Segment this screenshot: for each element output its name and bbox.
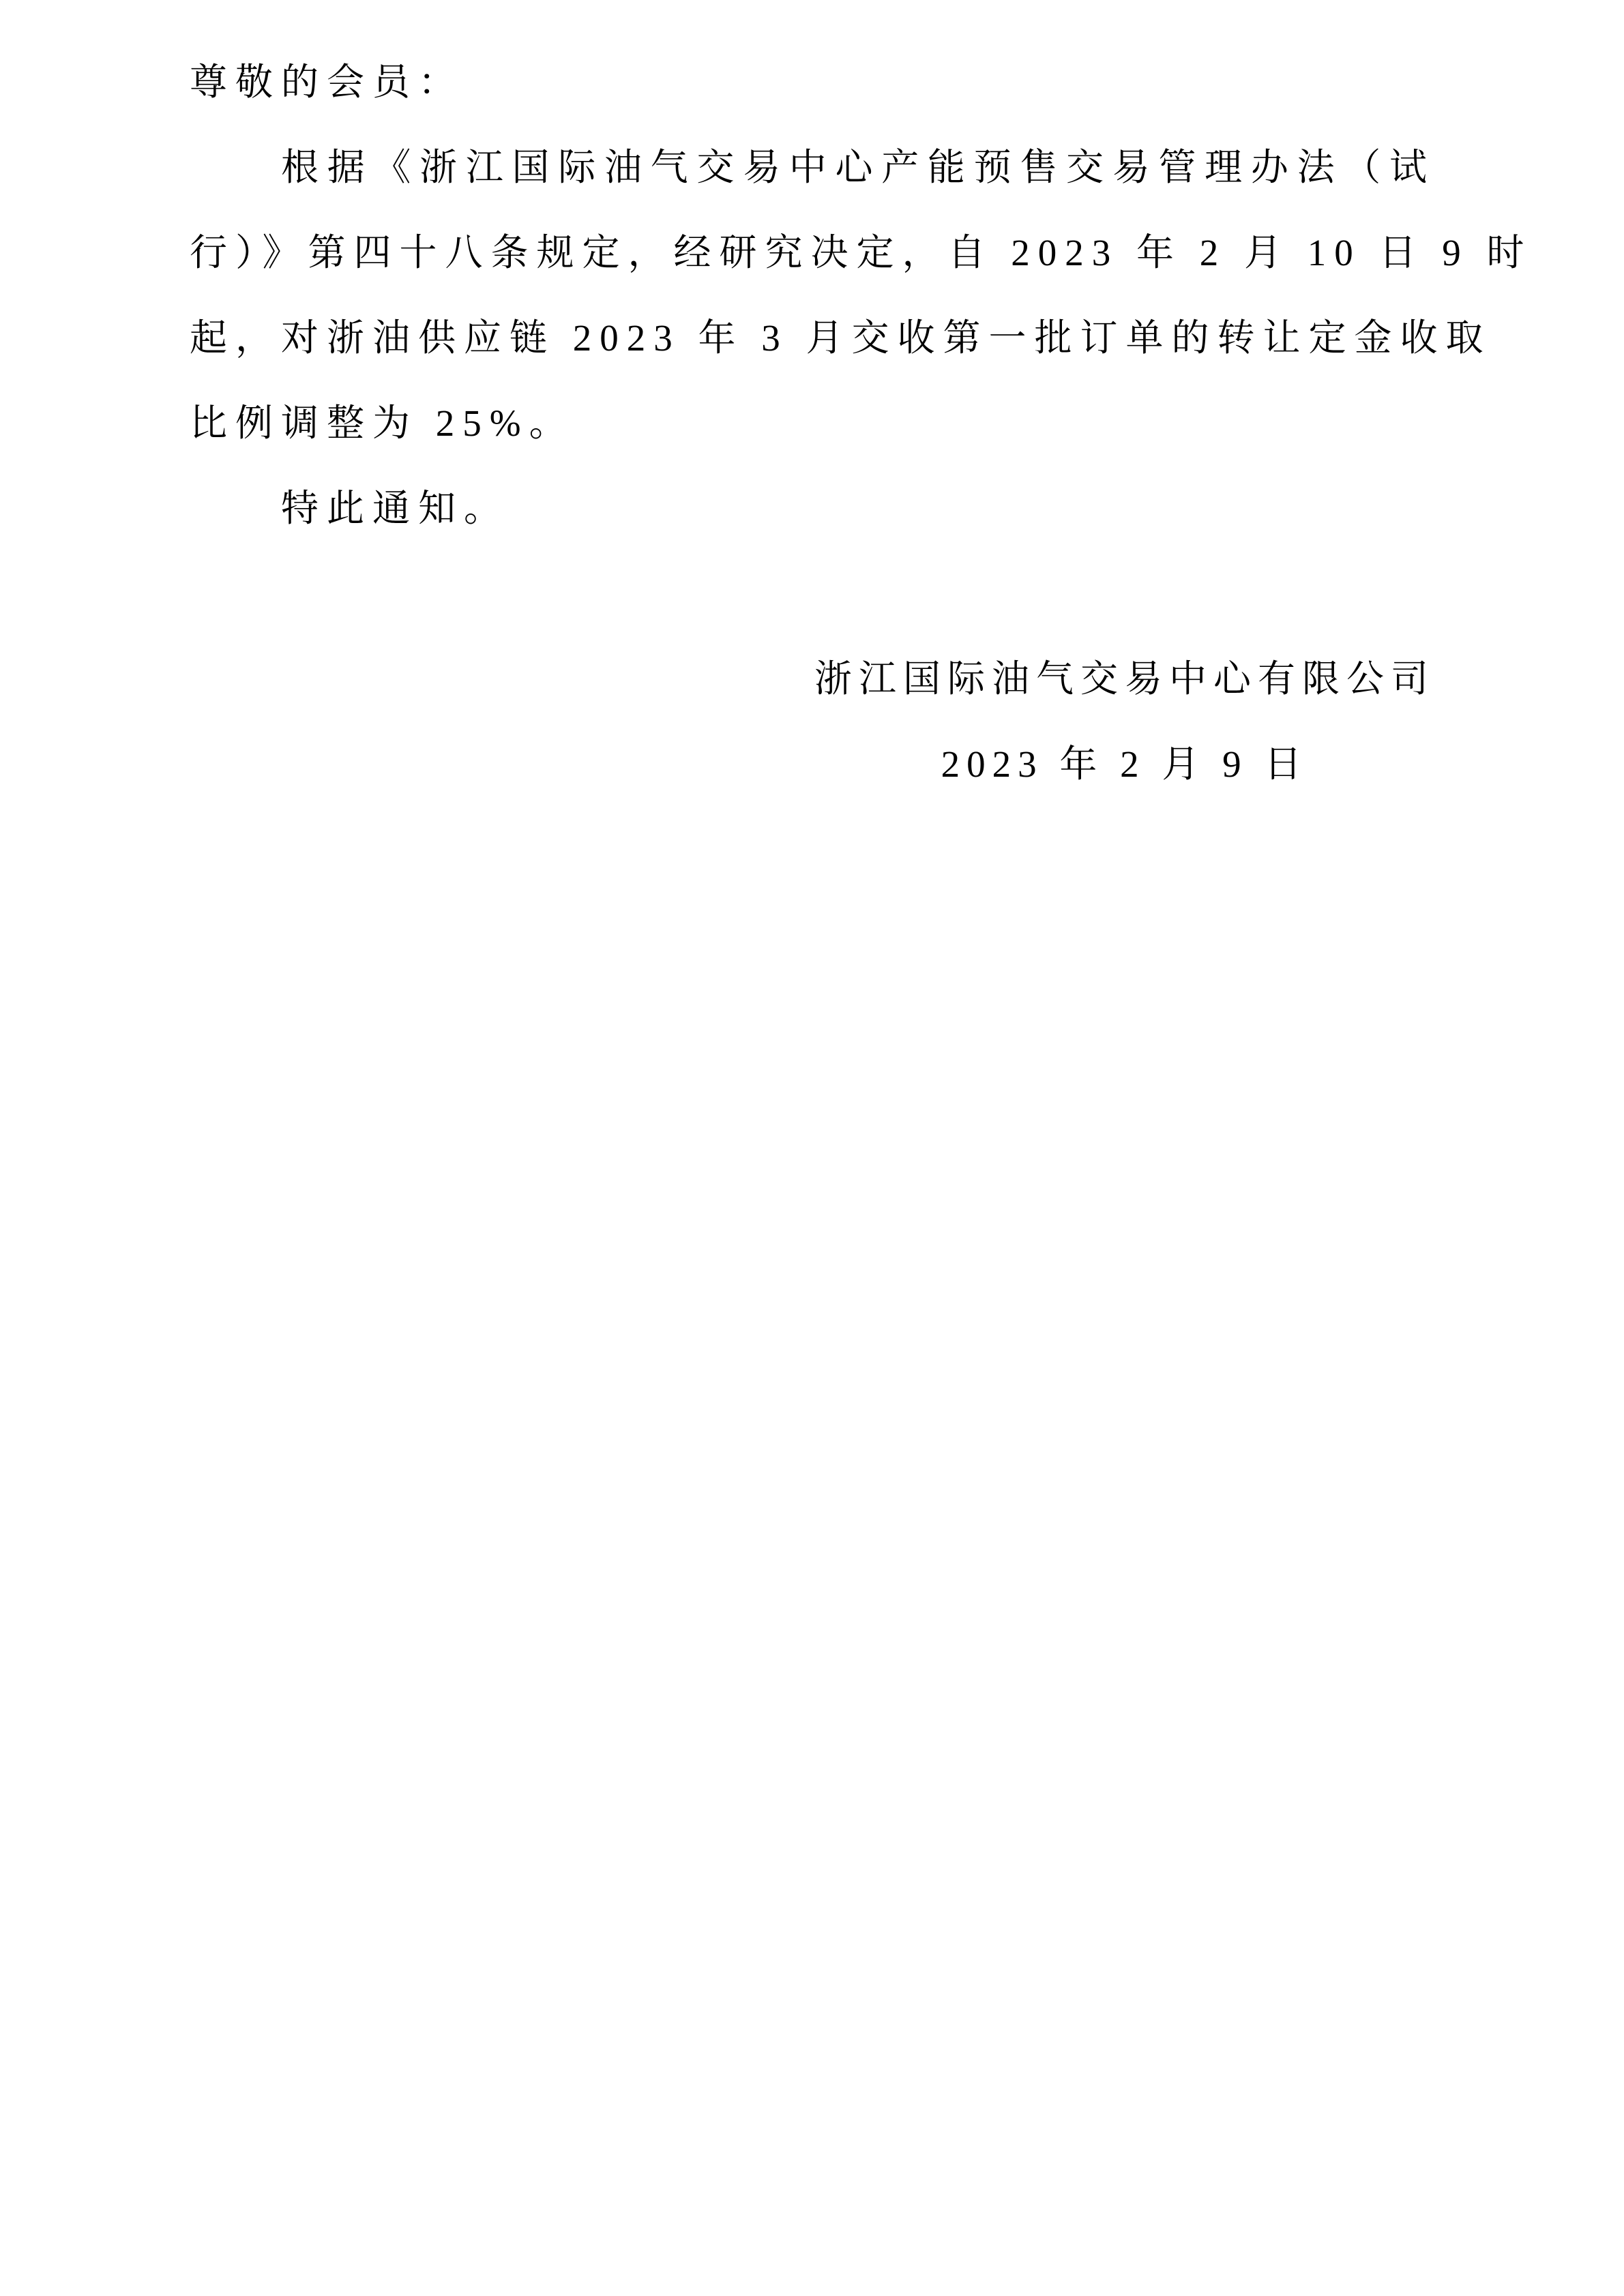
body-line-4: 比例调整为 25%。 <box>190 402 575 444</box>
body-line-1: 根据《浙江国际油气交易中心产能预售交易管理办法（试 <box>281 147 1435 188</box>
signature-block <box>190 636 1435 807</box>
salutation-line: 尊敬的会员： <box>190 61 464 103</box>
body-line-3: 起，对浙油供应链 2023 年 3 月交收第一批订单的转让定金收取 <box>190 317 1492 359</box>
notice-body <box>190 40 1533 807</box>
closing-line: 特此通知。 <box>281 488 510 529</box>
signature-date: 2023 年 2 月 9 日 <box>941 743 1309 785</box>
signature-company-name: 浙江国际油气交易中心有限公司 <box>814 658 1435 700</box>
signature-inner <box>814 636 1435 807</box>
body-line-2: 行）》第四十八条规定，经研究决定，自 2023 年 2 月 10 日 9 时 <box>190 232 1533 273</box>
